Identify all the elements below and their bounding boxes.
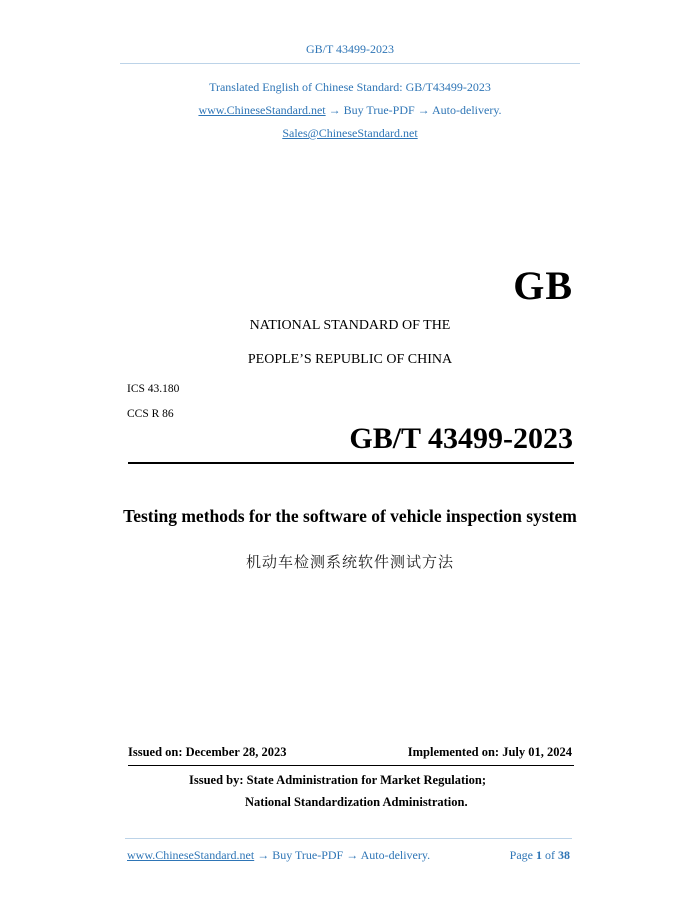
national-standard-line1: NATIONAL STANDARD OF THE (249, 318, 451, 333)
purchase-notice (0, 103, 700, 118)
issued-date: Issued on: December 28, 2023 (128, 745, 287, 759)
page-indicator (510, 848, 570, 863)
gb-mark: GB (513, 263, 573, 308)
standard-number-rule (128, 462, 574, 464)
footer-divider (125, 838, 572, 839)
of-label: of (545, 848, 555, 862)
footer-purchase (127, 848, 430, 863)
total-pages: 38 (558, 848, 570, 862)
ccs-code: CCS R 86 (127, 408, 174, 420)
issue-rule (128, 765, 574, 766)
page-number: 1 (536, 848, 542, 862)
issued-by-line2: National Standardization Administration. (245, 795, 468, 809)
standard-number: GB/T 43499-2023 (349, 422, 573, 455)
buy-text: → Buy True-PDF → Auto-delivery. (325, 103, 502, 117)
translation-notice: Translated English of Chinese Standard: GB/T43499-2023 (209, 80, 491, 94)
ics-code: ICS 43.180 (127, 383, 180, 395)
header-divider (120, 63, 580, 64)
email-link[interactable]: Sales@ChineseStandard.net (282, 126, 418, 140)
site-link[interactable]: www.ChineseStandard.net (198, 103, 326, 117)
issued-by-line1: Issued by: State Administration for Market Regulation; (189, 773, 486, 787)
page-label: Page (509, 848, 533, 862)
running-header: GB/T 43499-2023 (305, 42, 395, 56)
footer-site-link[interactable]: www.ChineseStandard.net (127, 848, 255, 862)
title-chinese: 机动车检测系统软件测试方法 (245, 553, 454, 571)
national-standard-line2: PEOPLE’S REPUBLIC OF CHINA (247, 352, 453, 367)
title-english: Testing methods for the software of vehicle inspection system (123, 506, 577, 526)
implemented-date: Implemented on: July 01, 2024 (407, 745, 572, 759)
footer-buy-text: → Buy True-PDF → Auto-delivery. (254, 848, 431, 862)
email-line (0, 126, 700, 141)
